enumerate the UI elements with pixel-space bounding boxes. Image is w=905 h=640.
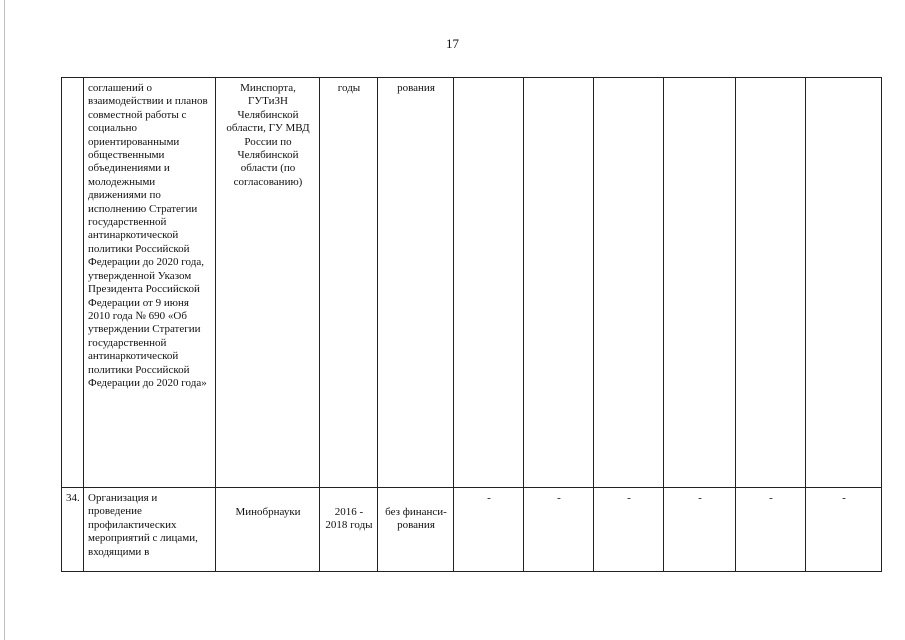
period-cell: годы — [320, 78, 378, 488]
period-cell — [320, 488, 378, 572]
table-row — [62, 78, 882, 488]
value-cell: - — [594, 488, 664, 572]
binding-margin-line — [4, 0, 5, 640]
value-cell: - — [806, 488, 882, 572]
value-cell: - — [664, 488, 736, 572]
financing-text: без финанси- рования — [385, 506, 447, 532]
value-cell — [594, 78, 664, 488]
executor-cell — [216, 488, 320, 572]
executor-cell: Минспорта, ГУТиЗН Челябинской области, ГУ МВД России по Челябинской области (по согласованию) — [216, 78, 320, 488]
row-number-cell: 34. — [62, 488, 84, 572]
value-cell: - — [454, 488, 524, 572]
financing-cell — [378, 488, 454, 572]
program-measures-table — [61, 77, 882, 572]
value-cell — [806, 78, 882, 488]
value-cell: - — [524, 488, 594, 572]
value-cell — [736, 78, 806, 488]
page-number: 17 — [446, 36, 459, 51]
value-cell — [524, 78, 594, 488]
period-text: 2016 - 2018 годы — [325, 506, 373, 532]
measure-description-cell: Организация и проведение профилактических мероприятий с лицами, входящими в — [84, 488, 216, 572]
measure-description-cell: соглашений о взаимодействии и планов совместной работы с социально ориентированными общественными объединениями и молодежными движениями по исполнению Стратегии государственной антинаркотической политики Российской Федерации до 2020 года, утвержденной Указом Президента Российской Федерации от 9 июня 2010 года № 690 «Об утверждении Стратегии государственной антинаркотической политики Российской Федерации до 2020 года» — [84, 78, 216, 488]
executor-text: Минобрнауки — [235, 506, 301, 518]
value-cell: - — [736, 488, 806, 572]
table-row — [62, 488, 882, 572]
row-number-cell — [62, 78, 84, 488]
value-cell — [454, 78, 524, 488]
value-cell — [664, 78, 736, 488]
financing-cell: рования — [378, 78, 454, 488]
